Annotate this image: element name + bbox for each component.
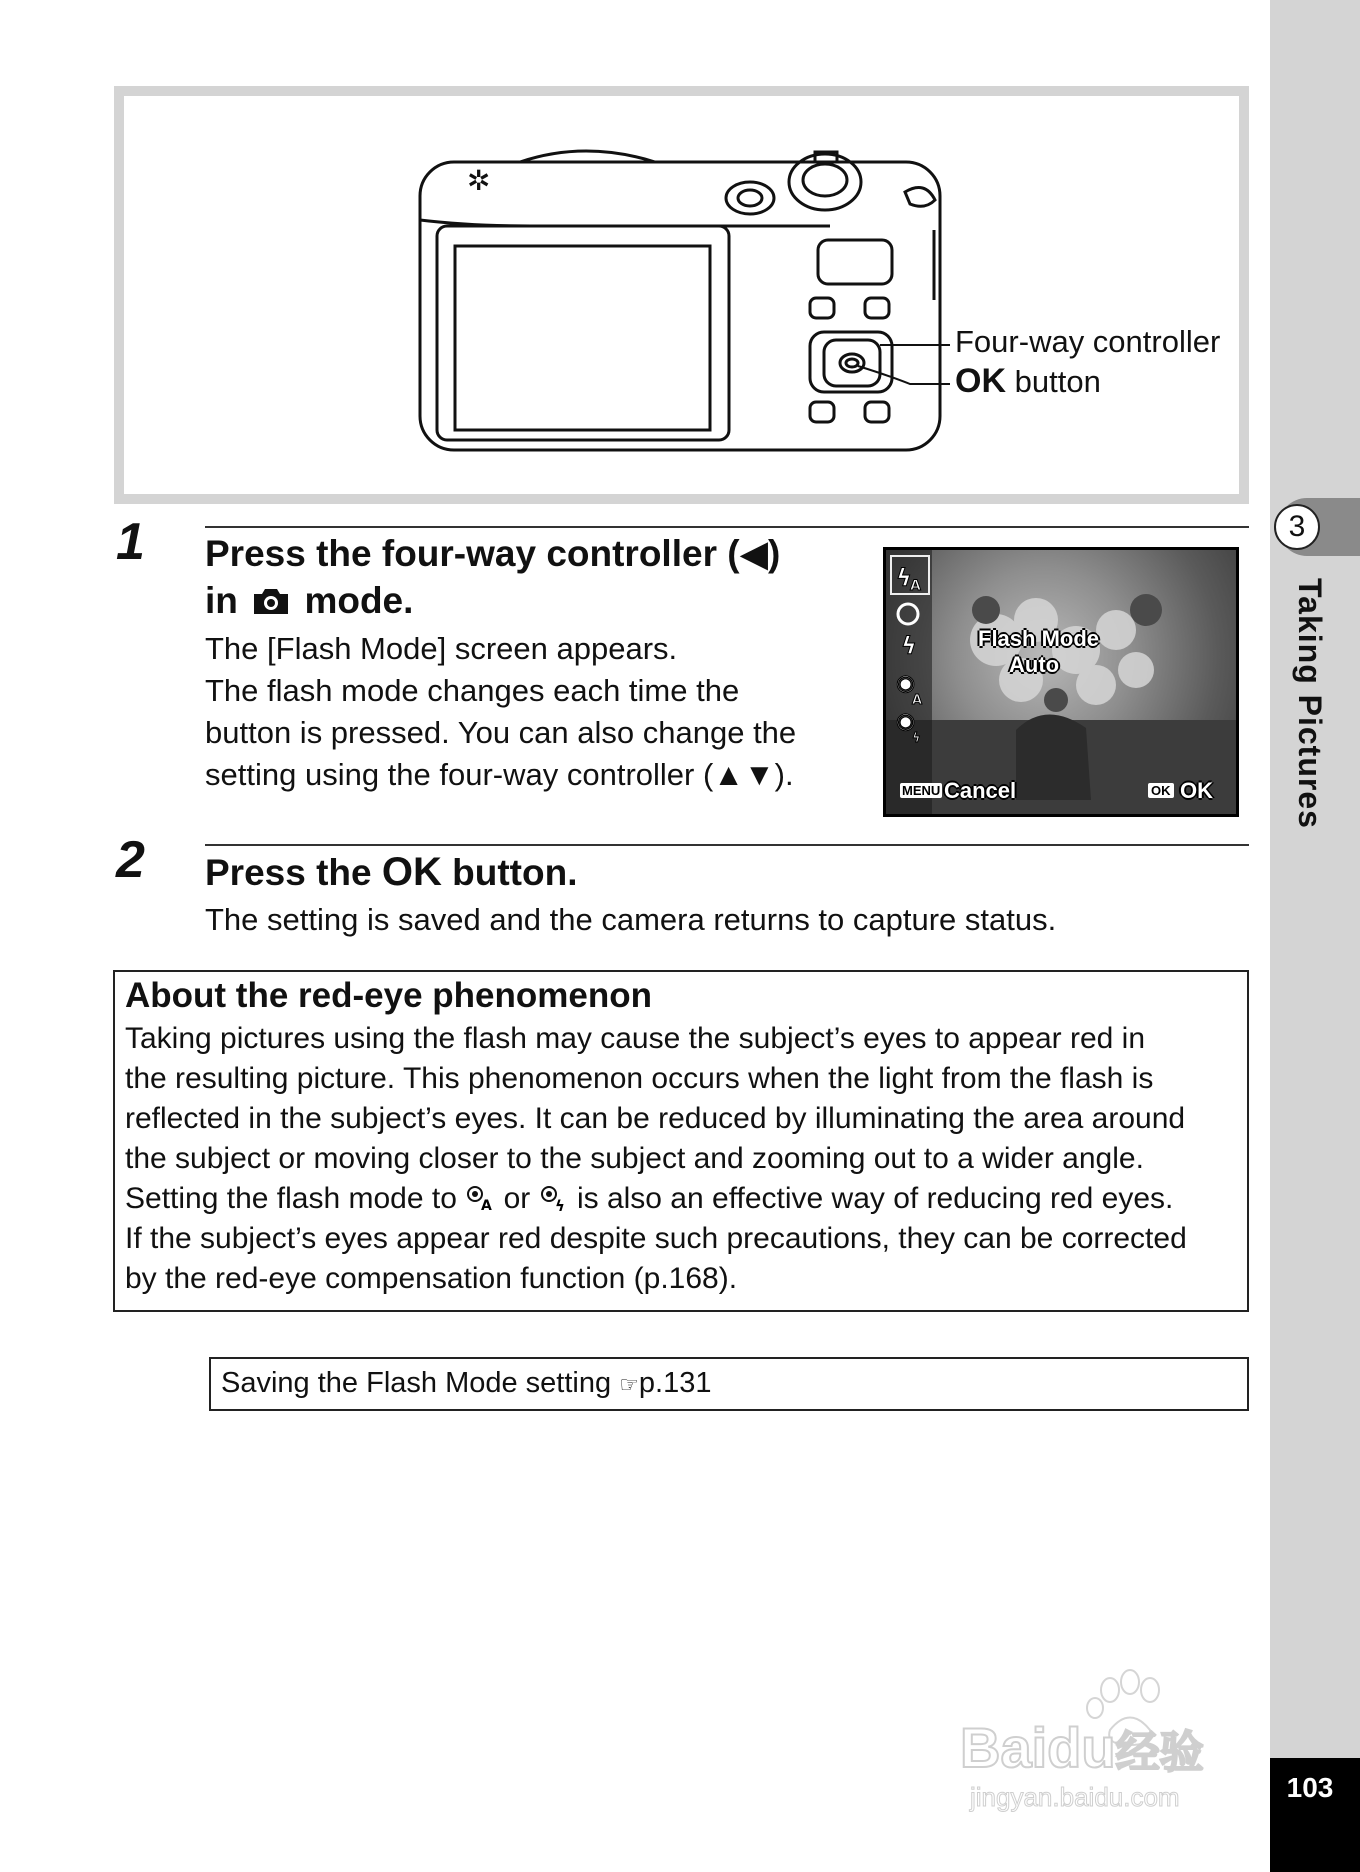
lcd-cancel-label: Cancel bbox=[944, 778, 1017, 803]
baidu-watermark bbox=[960, 1660, 1280, 1820]
reference-label: Saving the Flash Mode setting bbox=[221, 1367, 612, 1399]
baidu-brand bbox=[960, 1715, 1204, 1780]
ok-label: OK bbox=[955, 362, 1006, 400]
callout-four-way-controller: Four-way controller bbox=[955, 324, 1221, 359]
note-line5-or: or bbox=[503, 1182, 531, 1215]
step-1-title-mode: mode. bbox=[304, 580, 414, 621]
note-line bbox=[125, 1179, 1187, 1219]
step-1-body-line: The flash mode changes each time the bbox=[205, 673, 740, 708]
note-line: Taking pictures using the flash may cause the subject’s eyes to appear red in bbox=[125, 1022, 1146, 1055]
lcd-screen bbox=[886, 550, 1236, 814]
svg-text:A: A bbox=[481, 1198, 493, 1212]
svg-text:A: A bbox=[912, 693, 923, 708]
step-1-rule bbox=[205, 526, 1249, 528]
page-number: 103 bbox=[1286, 1772, 1334, 1803]
chapter-side-tab bbox=[1270, 0, 1360, 1872]
step-2-body: The setting is saved and the camera returns to capture status. bbox=[205, 902, 1057, 937]
step-1-title-line1: Press the four-way controller (◀) bbox=[205, 533, 781, 574]
lcd-ok-label: OK bbox=[1180, 778, 1213, 803]
note-line: If the subject’s eyes appear red despite such precautions, they can be corrected bbox=[125, 1222, 1187, 1255]
ok-label: OK bbox=[381, 850, 442, 894]
chapter-number: 3 bbox=[1274, 504, 1320, 550]
step-2-number: 2 bbox=[116, 831, 145, 889]
svg-text:ϟ: ϟ bbox=[901, 632, 917, 660]
note-line: the subject or moving closer to the subject and zooming out to a wider angle. bbox=[125, 1142, 1144, 1175]
red-eye-flash-on-icon bbox=[539, 1184, 569, 1212]
note-line: the resulting picture. This phenomenon occurs when the light from the flash is bbox=[125, 1062, 1154, 1095]
reference-text bbox=[221, 1367, 712, 1400]
note-body bbox=[125, 1019, 1187, 1299]
camera-back-illustration bbox=[410, 140, 950, 460]
note-line: by the red-eye compensation function (p.168). bbox=[125, 1262, 738, 1295]
step-1-body-line: The [Flash Mode] screen appears. bbox=[205, 631, 678, 666]
note-line: reflected in the subject’s eyes. It can be reduced by illuminating the area around bbox=[125, 1102, 1186, 1135]
baidu-url: jingyan.baidu.com bbox=[970, 1782, 1180, 1812]
note-title: About the red-eye phenomenon bbox=[125, 976, 652, 1015]
baidu-brand-du: du bbox=[1047, 1716, 1116, 1779]
reference-page-link[interactable]: p.131 bbox=[638, 1367, 712, 1399]
reference-box bbox=[209, 1357, 1249, 1411]
svg-text:ϟ: ϟ bbox=[896, 564, 912, 592]
step-1-title-in: in bbox=[205, 580, 238, 621]
svg-text:ϟ: ϟ bbox=[912, 731, 921, 746]
pointing-hand-icon: ☞ bbox=[619, 1372, 639, 1397]
camera-mode-icon bbox=[252, 586, 290, 616]
step-1-body bbox=[205, 628, 796, 796]
step-2-rule bbox=[205, 844, 1249, 846]
step-2-title-pre: Press the bbox=[205, 852, 372, 893]
svg-text:◉: ◉ bbox=[896, 709, 916, 734]
lcd-flash-mode-title: Flash Mode bbox=[978, 626, 1100, 651]
step-1-number: 1 bbox=[116, 513, 145, 571]
step-2-title-post: button. bbox=[452, 852, 578, 893]
chapter-title: Taking Pictures bbox=[1292, 578, 1328, 829]
callout-ok-button bbox=[955, 362, 1101, 401]
svg-text:A: A bbox=[910, 578, 921, 594]
note-line5-pre: Setting the flash mode to bbox=[125, 1182, 457, 1215]
red-eye-auto-icon bbox=[465, 1184, 495, 1212]
lcd-flash-mode-value: Auto bbox=[1009, 652, 1060, 677]
baidu-brand-cn: 经验 bbox=[1115, 1728, 1204, 1777]
flower-vase-photo bbox=[886, 550, 1236, 814]
lcd-menu-key: MENU bbox=[902, 783, 941, 798]
step-1-body-line: button is pressed. You can also change the bbox=[205, 715, 797, 750]
svg-text:◉: ◉ bbox=[896, 671, 916, 696]
svg-text:ϟ: ϟ bbox=[554, 1197, 565, 1212]
svg-text:✲: ✲ bbox=[467, 164, 491, 197]
step-1-title-line2 bbox=[205, 577, 413, 625]
callout-ok-suffix: button bbox=[1014, 364, 1101, 399]
lcd-flash-mode-screen bbox=[883, 547, 1239, 817]
step-1-body-line: setting using the four-way controller (▲▼). bbox=[205, 757, 794, 792]
note-line5-post: is also an effective way of reducing red eyes. bbox=[576, 1182, 1174, 1215]
baidu-brand-bai: Bai bbox=[960, 1716, 1048, 1779]
step-2-title bbox=[205, 848, 577, 897]
red-eye-note-box bbox=[113, 970, 1249, 1312]
lcd-ok-key: OK bbox=[1148, 783, 1174, 798]
